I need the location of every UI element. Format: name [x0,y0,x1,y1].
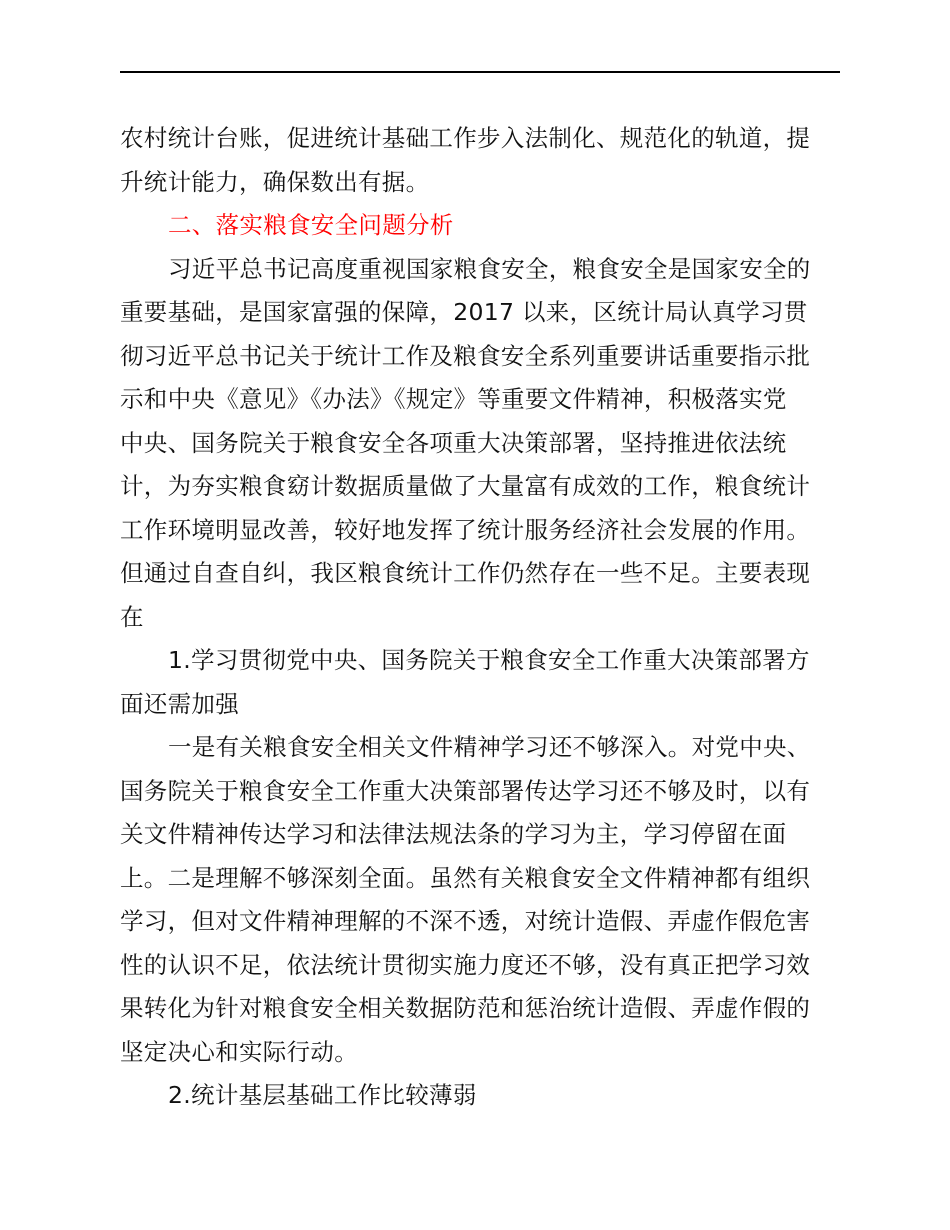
text-line: 升统计能力，确保数出有据。 [120,167,430,196]
document-body [120,117,840,1118]
text-line: 中央、国务院关于粮食安全各项重大决策部署，坚持推进依法统 [120,428,787,457]
text-line: 农村统计台账，促进统计基础工作步入法制化、规范化的轨道，提 [120,124,811,152]
text-line: 彻习近平总书记关于统计工作及粮食安全系列重要讲话重要指示批 [120,341,811,370]
text-line: 上。二是理解不够深刻全面。虽然有关粮食安全文件精神都有组织 [120,863,811,892]
text-line: 计，为夯实粮食窈计数据质量做了大量富有成效的工作，粮食统计 [120,472,811,500]
text-line: 坚定决心和实际行动。 [120,1037,358,1066]
text-line: 2.统计基层基础工作比较薄弱 [168,1081,477,1109]
text-line: 1.学习贯彻党中央、国务院关于粮食安全工作重大决策部署方 [168,646,810,674]
text-line: 示和中央《意见》《办法》《规定》等重要文件精神，积极落实党 [120,385,787,413]
text-line: 重要基础，是国家富强的保障，2017 以来，区统计局认真学习贯 [120,298,808,326]
text-line: 果转化为针对粮食安全相关数据防范和惩治统计造假、弄虚作假的 [120,994,811,1022]
text-line: 工作环境明显改善，较好地发挥了统计服务经济社会发展的作用。 [120,515,811,544]
section-heading: 二、落实粮食安全问题分析 [168,211,454,239]
text-line: 性的认识不足，依法统计贯彻实施力度还不够，没有真正把学习效 [120,950,811,979]
text-line: 国务院关于粮食安全工作重大决策部署传达学习还不够及时，以有 [120,776,811,805]
text-line: 面还需加强 [120,689,239,718]
text-line: 关文件精神传达学习和法律法规法条的学习为主，学习停留在面 [120,820,787,848]
text-line: 一是有关粮食安全相关文件精神学习还不够深入。对党中央、 [168,733,811,761]
text-line: 学习，但对文件精神理解的不深不透，对统计造假、弄虚作假危害 [120,907,811,935]
header-rule [120,71,840,73]
text-line: 但通过自查自纠，我区粮食统计工作仍然存在一些不足。主要表现 [120,559,811,587]
text-line: 习近平总书记高度重视国家粮食安全，粮食安全是国家安全的 [168,254,811,283]
text-line: 在 [120,602,144,631]
